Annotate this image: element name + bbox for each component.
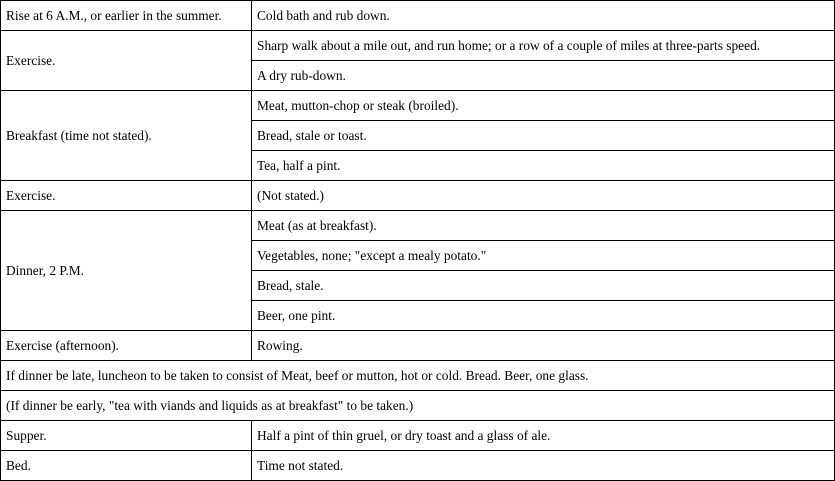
- table-row: [1, 211, 835, 241]
- table-row: [1, 391, 835, 421]
- row-detail: Meat, mutton-chop or steak (broiled).: [252, 91, 835, 121]
- table-row: [1, 331, 835, 361]
- row-label: Breakfast (time not stated).: [1, 91, 252, 181]
- row-detail: Sharp walk about a mile out, and run home; or a row of a couple of miles at three-parts speed.: [252, 31, 835, 61]
- row-detail: Vegetables, none; "except a mealy potato.": [252, 241, 835, 271]
- row-detail: Rowing.: [252, 331, 835, 361]
- table-row: [1, 181, 835, 211]
- row-note: If dinner be late, luncheon to be taken to consist of Meat, beef or mutton, hot or cold. Bread. Beer, one glass.: [1, 361, 835, 391]
- row-detail: Bread, stale.: [252, 271, 835, 301]
- row-label: Exercise.: [1, 181, 252, 211]
- row-detail: Half a pint of thin gruel, or dry toast and a glass of ale.: [252, 421, 835, 451]
- row-detail: Bread, stale or toast.: [252, 121, 835, 151]
- table-row: [1, 421, 835, 451]
- row-label: Supper.: [1, 421, 252, 451]
- row-label: Bed.: [1, 451, 252, 481]
- row-detail: Beer, one pint.: [252, 301, 835, 331]
- table-row: [1, 1, 835, 31]
- table-row: [1, 451, 835, 481]
- row-detail: (Not stated.): [252, 181, 835, 211]
- row-detail: Tea, half a pint.: [252, 151, 835, 181]
- row-label: Dinner, 2 P.M.: [1, 211, 252, 331]
- table-row: [1, 361, 835, 391]
- row-note: (If dinner be early, "tea with viands and liquids as at breakfast" to be taken.): [1, 391, 835, 421]
- row-label: Exercise.: [1, 31, 252, 91]
- row-detail: A dry rub-down.: [252, 61, 835, 91]
- table-row: [1, 31, 835, 61]
- row-detail: Cold bath and rub down.: [252, 1, 835, 31]
- row-label: Exercise (afternoon).: [1, 331, 252, 361]
- row-detail: Meat (as at breakfast).: [252, 211, 835, 241]
- row-detail: Time not stated.: [252, 451, 835, 481]
- row-label: Rise at 6 A.M., or earlier in the summer.: [1, 1, 252, 31]
- table-row: [1, 91, 835, 121]
